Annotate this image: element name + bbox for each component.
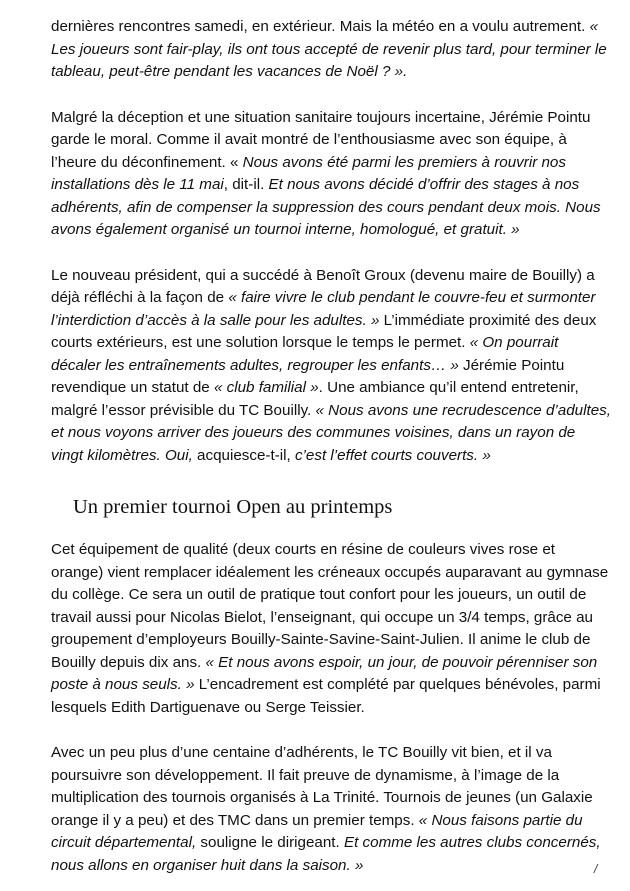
quote-run: « On pourrait décaler les entraînements adultes, regrouper les enfants… » — [51, 334, 559, 374]
text-run: Le nouveau président, qui a succédé à Benoît Groux (devenu maire de Bouilly) a déjà réfléchi à la façon de — [51, 266, 595, 306]
quote-run: c’est l’effet courts couverts. » — [294, 446, 491, 464]
quote-run: « Nous avons une recrudescence d’adultes, et nous voyons arriver des joueurs des communes voisines, dans un rayon de vingt kilomètres. Oui, — [51, 401, 611, 464]
paragraph-5 — [51, 742, 611, 877]
quote-run: « faire vivre le club pendant le couvre-feu et surmonter l’interdiction d’accès à la salle pour les adultes. » — [51, 289, 596, 329]
quote-run: Et nous avons décidé d’offrir des stages à nos adhérents, afin de compenser la suppression des cours pendant deux mois. Nous avons également organisé un tournoi interne, homologué, et gratuit. » — [51, 176, 601, 238]
article-body — [51, 16, 611, 877]
paragraph-3 — [51, 265, 611, 468]
text-run: acquiesce-t-il, — [192, 446, 295, 464]
paragraph-4 — [51, 539, 611, 719]
quote-run: « club familial » — [213, 379, 319, 396]
text-run: dernières rencontres samedi, en extérieur. Mais la météo en a voulu autrement. — [51, 18, 590, 35]
quote-run: « Et nous avons espoir, un jour, de pouvoir pérenniser son poste à nous seuls. » — [51, 653, 598, 693]
text-run: Malgré la déception et une situation sanitaire toujours incertaine, Jérémie Pointu garde le moral. Comme il avait montré de l’enthousiasme avec son équipe, à l’heure du déconfinement. « — [51, 108, 591, 171]
paragraph-1 — [51, 16, 611, 84]
text-run: L’encadrement est complété par quelques bénévoles, parmi lesquels Edith Dartiguenave ou Serge Teissier. — [51, 676, 601, 716]
text-run: Jérémie Pointu revendique un statut de — [51, 356, 565, 396]
paragraph-2 — [51, 107, 611, 242]
quote-run: Et comme les autres clubs concernés, nous allons en organiser huit dans la saison. » — [51, 834, 601, 874]
corner-mark: / — [594, 862, 598, 876]
section-subheading: Un premier tournoi Open au printemps — [73, 496, 393, 518]
quote-run: « Nous faisons partie du circuit départemental, — [51, 811, 583, 851]
text-run: souligne le dirigeant. — [196, 834, 344, 851]
text-run: Avec un peu plus d’une centaine d’adhérents, le TC Bouilly vit bien, et il va poursuivre son développement. Il fait preuve de dynamisme, à l’image de la multiplication des tournois organisés à La Trinité. Tournois de jeunes (un Galaxie orange il y a peu) et des TMC dans un premier temps. — [51, 744, 593, 829]
text-run: L’immédiate proximité des deux courts extérieurs, est une solution lorsque le temps le permet. — [51, 311, 597, 351]
text-run: , dit-il. — [223, 176, 269, 193]
text-run: . Une ambiance qu’il entend entretenir, malgré l’essor prévisible du TC Bouilly. — [51, 379, 579, 419]
quote-run: Nous avons été parmi les premiers à rouvrir nos installations dès le 11 mai — [51, 153, 566, 193]
text-run: Cet équipement de qualité (deux courts en résine de couleurs vives rose et orange) vient remplacer idéalement les créneaux occupés auparavant au gymnase du collège. Ce sera un outil de pratique tout confort pour les joueurs, un outil de travail aussi pour Nicolas Bielot, l’enseignant, qui occupe un 3/4 temps, grâce au groupement d’employeurs Bouilly-Sainte-Savine-Saint-Julien. Il anime le club de Bouilly depuis dix ans. — [51, 541, 609, 671]
quote-run: « Les joueurs sont fair-play, ils ont tous accepté de revenir plus tard, pour terminer le tableau, peut-être pendant les vacances de Noël ? ». — [51, 18, 607, 80]
